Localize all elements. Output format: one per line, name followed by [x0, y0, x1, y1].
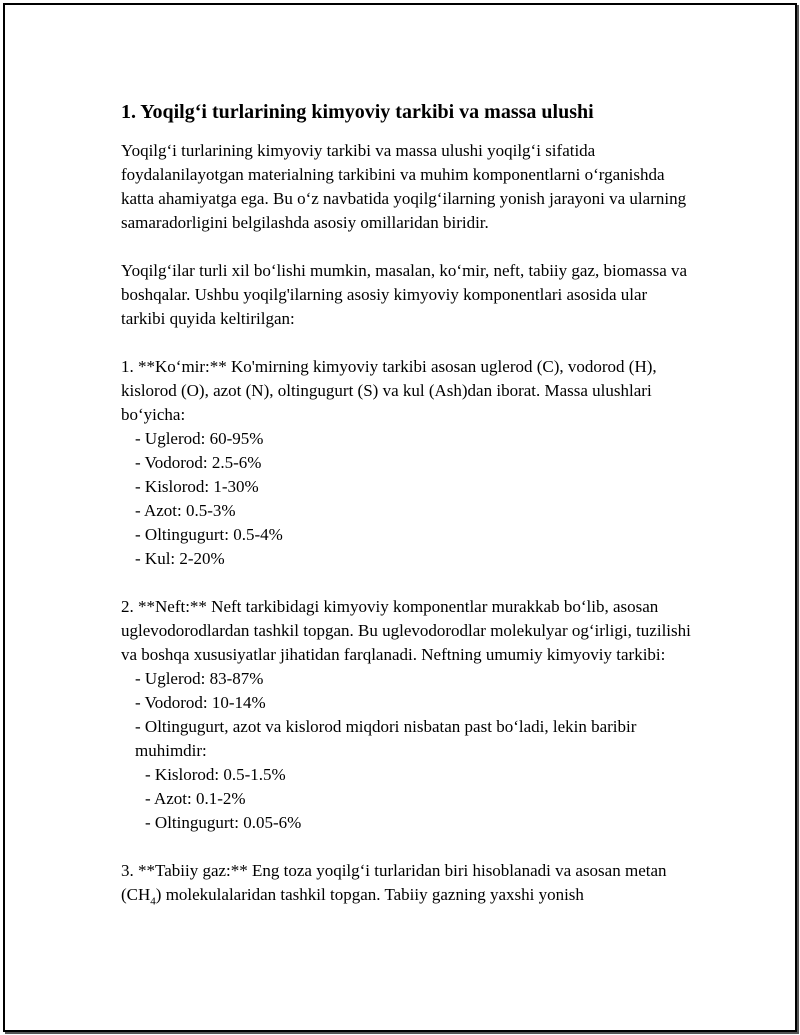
list-item: - Oltingugurt, azot va kislorod miqdori nisbatan past bo‘ladi, lekin baribir muhimdir:	[135, 717, 637, 760]
gas-intro-end: ) molekulalaridan tashkil topgan. Tabiiy gazning yaxshi yonish	[155, 885, 584, 904]
oil-section	[121, 595, 691, 835]
list-item: - Kislorod: 1-30%	[135, 477, 259, 496]
page-frame	[3, 3, 797, 1032]
list-item: - Uglerod: 60-95%	[135, 429, 264, 448]
sub-list-item: - Kislorod: 0.5-1.5%	[145, 765, 286, 784]
list-item: - Kul: 2-20%	[135, 549, 225, 568]
oil-intro: 2. **Neft:** Neft tarkibidagi kimyoviy komponentlar murakkab bo‘lib, asosan uglevodorodlardan tashkil topgan. Bu uglevodorodlar molekulyar og‘irligi, tuzilishi va boshqa xususiyatlar jihatidan farqlanadi. Neftning umumiy kimyoviy tarkibi:	[121, 597, 691, 664]
list-item: - Azot: 0.5-3%	[135, 501, 236, 520]
document-body	[121, 99, 691, 931]
coal-intro: 1. **Ko‘mir:** Ko'mirning kimyoviy tarkibi asosan uglerod (C), vodorod (H), kislorod (O), azot (N), oltingugurt (S) va kul (Ash)dan iborat. Massa ulushlari bo‘yicha:	[121, 357, 657, 424]
list-item: - Vodorod: 2.5-6%	[135, 453, 262, 472]
sub-list-item: - Azot: 0.1-2%	[145, 789, 246, 808]
natural-gas-section	[121, 859, 691, 907]
list-item: - Oltingugurt: 0.5-4%	[135, 525, 283, 544]
sub-list-item: - Oltingugurt: 0.05-6%	[145, 813, 302, 832]
list-item: - Uglerod: 83-87%	[135, 669, 264, 688]
formula-subscript: 4	[150, 895, 156, 908]
section-heading: 1. Yoqilg‘i turlarining kimyoviy tarkibi va massa ulushi	[121, 101, 594, 123]
fuel-types-paragraph: Yoqilg‘ilar turli xil bo‘lishi mumkin, masalan, ko‘mir, neft, tabiiy gaz, biomassa va boshqalar. Ushbu yoqilg'ilarning asosiy kimyoviy komponentlari asosida ular tarkibi quyida keltirilgan:	[121, 261, 688, 328]
list-item: - Vodorod: 10-14%	[135, 693, 266, 712]
coal-section	[121, 355, 691, 571]
intro-paragraph: Yoqilg‘i turlarining kimyoviy tarkibi va massa ulushi yoqilg‘i sifatida foydalanilayotgan materialning tarkibini va muhim komponentlarni o‘rganishda katta ahamiyatga ega. Bu o‘z navbatida yoqilg‘ilarning yonish jarayoni va ularning samaradorligini belgilashda asosiy omillaridan biridir.	[121, 141, 687, 232]
gas-intro-start: 3. **Tabiiy gaz:** Eng toza yoqilg‘i turlaridan biri hisoblanadi va asosan metan (CH	[121, 861, 667, 904]
